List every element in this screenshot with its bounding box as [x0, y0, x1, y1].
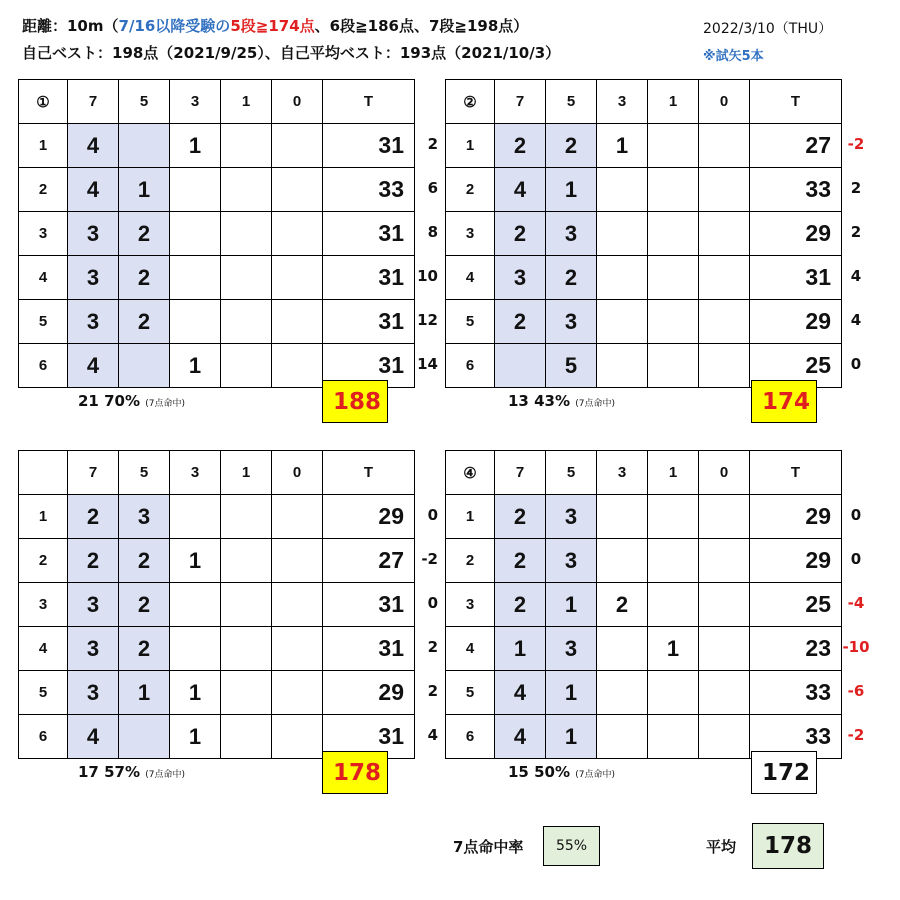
end-number: 2 [19, 168, 68, 212]
hit-summary [78, 392, 185, 410]
header-segment: 5段≧174点 [230, 17, 315, 35]
hit-note: (7点命中) [145, 399, 185, 409]
hits-cell-c1 [221, 495, 272, 539]
end-number: 5 [19, 671, 68, 715]
hits-cell-c0 [272, 344, 323, 388]
hits-cell-c7: 3 [68, 300, 119, 344]
column-header: 1 [221, 80, 272, 124]
hits-cell-c3 [170, 627, 221, 671]
hits-cell-c1 [648, 715, 699, 759]
hits-cell-c7: 4 [68, 715, 119, 759]
hits-cell-c5: 3 [546, 495, 597, 539]
end-row [19, 124, 415, 168]
end-number: 1 [19, 495, 68, 539]
hits-cell-c0 [272, 495, 323, 539]
end-total: 31 [323, 256, 415, 300]
column-header: 5 [546, 451, 597, 495]
hits-cell-c5: 3 [546, 300, 597, 344]
hits-cell-c5: 2 [119, 256, 170, 300]
hit-count: 17 [78, 763, 105, 781]
distance-header [22, 15, 528, 36]
hits-cell-c3 [597, 212, 648, 256]
end-total: 29 [750, 212, 842, 256]
end-row [19, 300, 415, 344]
hits-cell-c1 [648, 344, 699, 388]
column-header: 5 [119, 80, 170, 124]
end-row [446, 539, 842, 583]
hits-cell-c0 [272, 300, 323, 344]
hits-cell-c7: 3 [68, 212, 119, 256]
hits-cell-c5: 5 [546, 344, 597, 388]
end-row [19, 627, 415, 671]
hits-cell-c3 [170, 168, 221, 212]
hits-cell-c7: 2 [495, 300, 546, 344]
end-number: 1 [446, 124, 495, 168]
average-value: 178 [752, 823, 824, 869]
hits-cell-c5: 2 [546, 256, 597, 300]
column-header: 3 [170, 80, 221, 124]
header-segment: 、6段≧186点、7段≧198点） [314, 17, 529, 35]
end-total: 29 [750, 495, 842, 539]
hits-cell-c5: 3 [546, 212, 597, 256]
hits-cell-c5: 2 [119, 627, 170, 671]
hits-cell-c3 [597, 539, 648, 583]
end-number: 2 [446, 539, 495, 583]
hits-cell-c7: 3 [495, 256, 546, 300]
hits-cell-c5: 2 [119, 300, 170, 344]
hits-cell-c1 [648, 212, 699, 256]
hits-cell-c3: 1 [170, 344, 221, 388]
cumulative-value: 0 [427, 594, 438, 612]
hits-cell-c3: 1 [170, 715, 221, 759]
end-row [446, 627, 842, 671]
hits-cell-c7: 2 [495, 124, 546, 168]
column-header: T [323, 451, 415, 495]
round-total: 172 [751, 751, 817, 794]
end-total: 31 [323, 212, 415, 256]
end-total: 33 [750, 168, 842, 212]
hits-cell-c7: 4 [68, 168, 119, 212]
hits-cell-c1 [221, 671, 272, 715]
hits-cell-c0 [272, 627, 323, 671]
hits-cell-c7: 3 [68, 671, 119, 715]
column-header: 0 [699, 80, 750, 124]
difference-value: 2 [850, 223, 862, 241]
difference-value: -10 [842, 638, 870, 656]
column-header: T [750, 451, 842, 495]
round-table-2 [445, 79, 842, 388]
hits-cell-c1 [648, 300, 699, 344]
end-total: 31 [323, 583, 415, 627]
end-row [446, 583, 842, 627]
hits-cell-c1 [221, 627, 272, 671]
end-row [19, 539, 415, 583]
end-number: 6 [446, 715, 495, 759]
end-total: 33 [323, 168, 415, 212]
end-row [19, 212, 415, 256]
hit-percent: 70% [104, 392, 146, 410]
cumulative-value: 8 [427, 223, 438, 241]
hits-cell-c0 [272, 168, 323, 212]
hit-count: 15 [508, 763, 535, 781]
hits-cell-c0 [699, 256, 750, 300]
end-number: 4 [19, 627, 68, 671]
hits-cell-c7: 3 [68, 627, 119, 671]
end-number: 3 [446, 583, 495, 627]
end-number: 4 [446, 627, 495, 671]
hits-cell-c1: 1 [648, 627, 699, 671]
difference-value: 4 [850, 311, 862, 329]
hits-cell-c1 [221, 256, 272, 300]
hits-cell-c3 [170, 583, 221, 627]
hits-cell-c0 [272, 671, 323, 715]
column-header: 3 [597, 80, 648, 124]
hit-summary [78, 763, 185, 781]
end-number: 5 [19, 300, 68, 344]
hits-cell-c0 [272, 212, 323, 256]
hit-count: 13 [508, 392, 535, 410]
round-label: ② [446, 80, 495, 124]
hits-cell-c0 [699, 583, 750, 627]
average-label: 平均 [706, 838, 737, 856]
hits-cell-c1 [221, 124, 272, 168]
hits-cell-c1 [648, 539, 699, 583]
hits-cell-c3 [597, 671, 648, 715]
hits-cell-c0 [699, 495, 750, 539]
hits-cell-c0 [699, 344, 750, 388]
round-total: 174 [751, 380, 817, 423]
hits-cell-c0 [272, 539, 323, 583]
column-header: 1 [648, 80, 699, 124]
hits-cell-c5 [119, 344, 170, 388]
hits-cell-c7: 2 [495, 583, 546, 627]
end-total: 23 [750, 627, 842, 671]
end-total: 31 [750, 256, 842, 300]
hit-rate-value: 55% [543, 826, 600, 866]
cumulative-value: -2 [421, 550, 438, 568]
hits-cell-c1 [221, 168, 272, 212]
round-total: 188 [322, 380, 388, 423]
hits-cell-c5: 1 [119, 168, 170, 212]
hits-cell-c0 [699, 627, 750, 671]
trial-arrows-note: ※試矢5本 [703, 49, 764, 64]
hits-cell-c7: 3 [68, 256, 119, 300]
difference-value: -4 [847, 594, 865, 612]
column-header: 7 [495, 80, 546, 124]
hits-cell-c1 [648, 495, 699, 539]
hits-cell-c3 [597, 168, 648, 212]
end-row [19, 168, 415, 212]
hits-cell-c7: 4 [495, 671, 546, 715]
round-label: ① [19, 80, 68, 124]
hits-cell-c7: 4 [495, 715, 546, 759]
date-label: 2022/3/10（THU） [703, 21, 833, 37]
end-number: 4 [446, 256, 495, 300]
hits-cell-c7: 4 [68, 344, 119, 388]
end-total: 27 [323, 539, 415, 583]
difference-value: 2 [850, 179, 862, 197]
end-total: 25 [750, 344, 842, 388]
difference-value: -6 [847, 682, 865, 700]
hit-note: (7点命中) [575, 399, 615, 409]
hits-cell-c3 [597, 300, 648, 344]
hits-cell-c3 [170, 256, 221, 300]
hits-cell-c0 [699, 212, 750, 256]
hits-cell-c3: 2 [597, 583, 648, 627]
cumulative-value: 0 [427, 506, 438, 524]
column-header: 7 [495, 451, 546, 495]
cumulative-value: 6 [427, 179, 438, 197]
hits-cell-c5 [119, 124, 170, 168]
hits-cell-c3: 1 [170, 539, 221, 583]
cumulative-value: 14 [417, 355, 438, 373]
header-segment: 距離：10m（ [22, 17, 119, 35]
hits-cell-c0 [272, 583, 323, 627]
round-table-1 [18, 79, 415, 388]
end-total: 31 [323, 344, 415, 388]
hits-cell-c0 [699, 671, 750, 715]
hits-cell-c1 [648, 671, 699, 715]
end-number: 5 [446, 671, 495, 715]
end-row [446, 300, 842, 344]
column-header: 3 [597, 451, 648, 495]
cumulative-value: 12 [417, 311, 438, 329]
end-total: 29 [323, 671, 415, 715]
end-row [446, 168, 842, 212]
column-header: 1 [648, 451, 699, 495]
hits-cell-c3: 1 [170, 671, 221, 715]
hits-cell-c3 [597, 256, 648, 300]
hits-cell-c3 [170, 212, 221, 256]
end-total: 31 [323, 300, 415, 344]
hit-count: 21 [78, 392, 105, 410]
hits-cell-c3 [597, 495, 648, 539]
personal-best-line: 自己ベスト：198点（2021/9/25）、自己平均ベスト：193点（2021/10/3） [22, 44, 561, 62]
hits-cell-c3 [170, 495, 221, 539]
end-row [19, 583, 415, 627]
hits-cell-c5: 1 [546, 583, 597, 627]
end-row [446, 256, 842, 300]
end-number: 5 [446, 300, 495, 344]
hits-cell-c0 [272, 715, 323, 759]
hits-cell-c3 [597, 715, 648, 759]
hits-cell-c5: 1 [546, 715, 597, 759]
end-row [446, 212, 842, 256]
column-header: 7 [68, 80, 119, 124]
end-number: 3 [446, 212, 495, 256]
end-total: 33 [750, 715, 842, 759]
hit-percent: 57% [104, 763, 146, 781]
column-header: 7 [68, 451, 119, 495]
hits-cell-c7: 3 [68, 583, 119, 627]
column-header: 3 [170, 451, 221, 495]
column-header: 1 [221, 451, 272, 495]
hits-cell-c5: 1 [546, 671, 597, 715]
end-number: 4 [19, 256, 68, 300]
hit-summary [508, 763, 615, 781]
hits-cell-c5: 2 [119, 539, 170, 583]
end-number: 1 [446, 495, 495, 539]
column-header: 5 [119, 451, 170, 495]
difference-value: 0 [850, 355, 862, 373]
hit-note: (7点命中) [575, 770, 615, 780]
hits-cell-c5: 1 [119, 671, 170, 715]
hits-cell-c0 [699, 300, 750, 344]
difference-value: -2 [847, 135, 865, 153]
hits-cell-c1 [648, 124, 699, 168]
header-segment: 7/16以降受験の [118, 17, 231, 35]
hits-cell-c0 [699, 715, 750, 759]
round-label [19, 451, 68, 495]
end-row [19, 256, 415, 300]
hits-cell-c5: 3 [119, 495, 170, 539]
hits-cell-c7 [495, 344, 546, 388]
end-number: 6 [19, 715, 68, 759]
hits-cell-c5: 2 [119, 212, 170, 256]
end-row [446, 671, 842, 715]
hits-cell-c7: 2 [68, 495, 119, 539]
end-total: 29 [750, 539, 842, 583]
hits-cell-c7: 2 [495, 212, 546, 256]
end-number: 3 [19, 212, 68, 256]
column-header: 5 [546, 80, 597, 124]
cumulative-value: 4 [427, 726, 438, 744]
hits-cell-c1 [221, 300, 272, 344]
round-table-3 [18, 450, 415, 759]
round-label: ④ [446, 451, 495, 495]
hits-cell-c1 [221, 212, 272, 256]
hits-cell-c7: 2 [495, 539, 546, 583]
end-row [446, 124, 842, 168]
hits-cell-c7: 2 [68, 539, 119, 583]
hits-cell-c1 [221, 539, 272, 583]
hits-cell-c5: 3 [546, 627, 597, 671]
hits-cell-c0 [699, 168, 750, 212]
hit-percent: 50% [534, 763, 576, 781]
difference-value: 4 [850, 267, 862, 285]
hits-cell-c5: 2 [119, 583, 170, 627]
hits-cell-c1 [221, 583, 272, 627]
hits-cell-c0 [699, 124, 750, 168]
hits-cell-c1 [648, 583, 699, 627]
hits-cell-c3 [597, 344, 648, 388]
end-total: 29 [750, 300, 842, 344]
end-row [19, 671, 415, 715]
hits-cell-c7: 1 [495, 627, 546, 671]
column-header: 0 [272, 80, 323, 124]
round-total: 178 [322, 751, 388, 794]
hit-note: (7点命中) [145, 770, 185, 780]
hit-summary [508, 392, 615, 410]
hits-cell-c5: 2 [546, 124, 597, 168]
end-number: 2 [446, 168, 495, 212]
hits-cell-c7: 2 [495, 495, 546, 539]
end-total: 31 [323, 124, 415, 168]
hits-cell-c3 [170, 300, 221, 344]
end-number: 2 [19, 539, 68, 583]
column-header: 0 [699, 451, 750, 495]
end-number: 6 [446, 344, 495, 388]
cumulative-value: 10 [417, 267, 438, 285]
end-number: 1 [19, 124, 68, 168]
hits-cell-c1 [221, 715, 272, 759]
hits-cell-c3: 1 [597, 124, 648, 168]
difference-value: 0 [850, 506, 862, 524]
hits-cell-c0 [699, 539, 750, 583]
cumulative-value: 2 [427, 638, 438, 656]
hits-cell-c3 [597, 627, 648, 671]
difference-value: -2 [847, 726, 865, 744]
hit-rate-label: 7点命中率 [453, 838, 524, 856]
cumulative-value: 2 [427, 135, 438, 153]
hits-cell-c5: 1 [546, 168, 597, 212]
column-header: T [323, 80, 415, 124]
end-row [19, 495, 415, 539]
hits-cell-c1 [221, 344, 272, 388]
hits-cell-c7: 4 [68, 124, 119, 168]
end-total: 31 [323, 715, 415, 759]
hit-percent: 43% [534, 392, 576, 410]
end-total: 33 [750, 671, 842, 715]
hits-cell-c7: 4 [495, 168, 546, 212]
difference-value: 0 [850, 550, 862, 568]
end-total: 25 [750, 583, 842, 627]
end-number: 3 [19, 583, 68, 627]
hits-cell-c5 [119, 715, 170, 759]
end-total: 29 [323, 495, 415, 539]
end-total: 31 [323, 627, 415, 671]
end-total: 27 [750, 124, 842, 168]
end-row [446, 495, 842, 539]
hits-cell-c3: 1 [170, 124, 221, 168]
round-table-4 [445, 450, 842, 759]
hits-cell-c0 [272, 256, 323, 300]
column-header: 0 [272, 451, 323, 495]
hits-cell-c1 [648, 168, 699, 212]
hits-cell-c1 [648, 256, 699, 300]
hits-cell-c5: 3 [546, 539, 597, 583]
end-number: 6 [19, 344, 68, 388]
column-header: T [750, 80, 842, 124]
hits-cell-c0 [272, 124, 323, 168]
cumulative-value: 2 [427, 682, 438, 700]
